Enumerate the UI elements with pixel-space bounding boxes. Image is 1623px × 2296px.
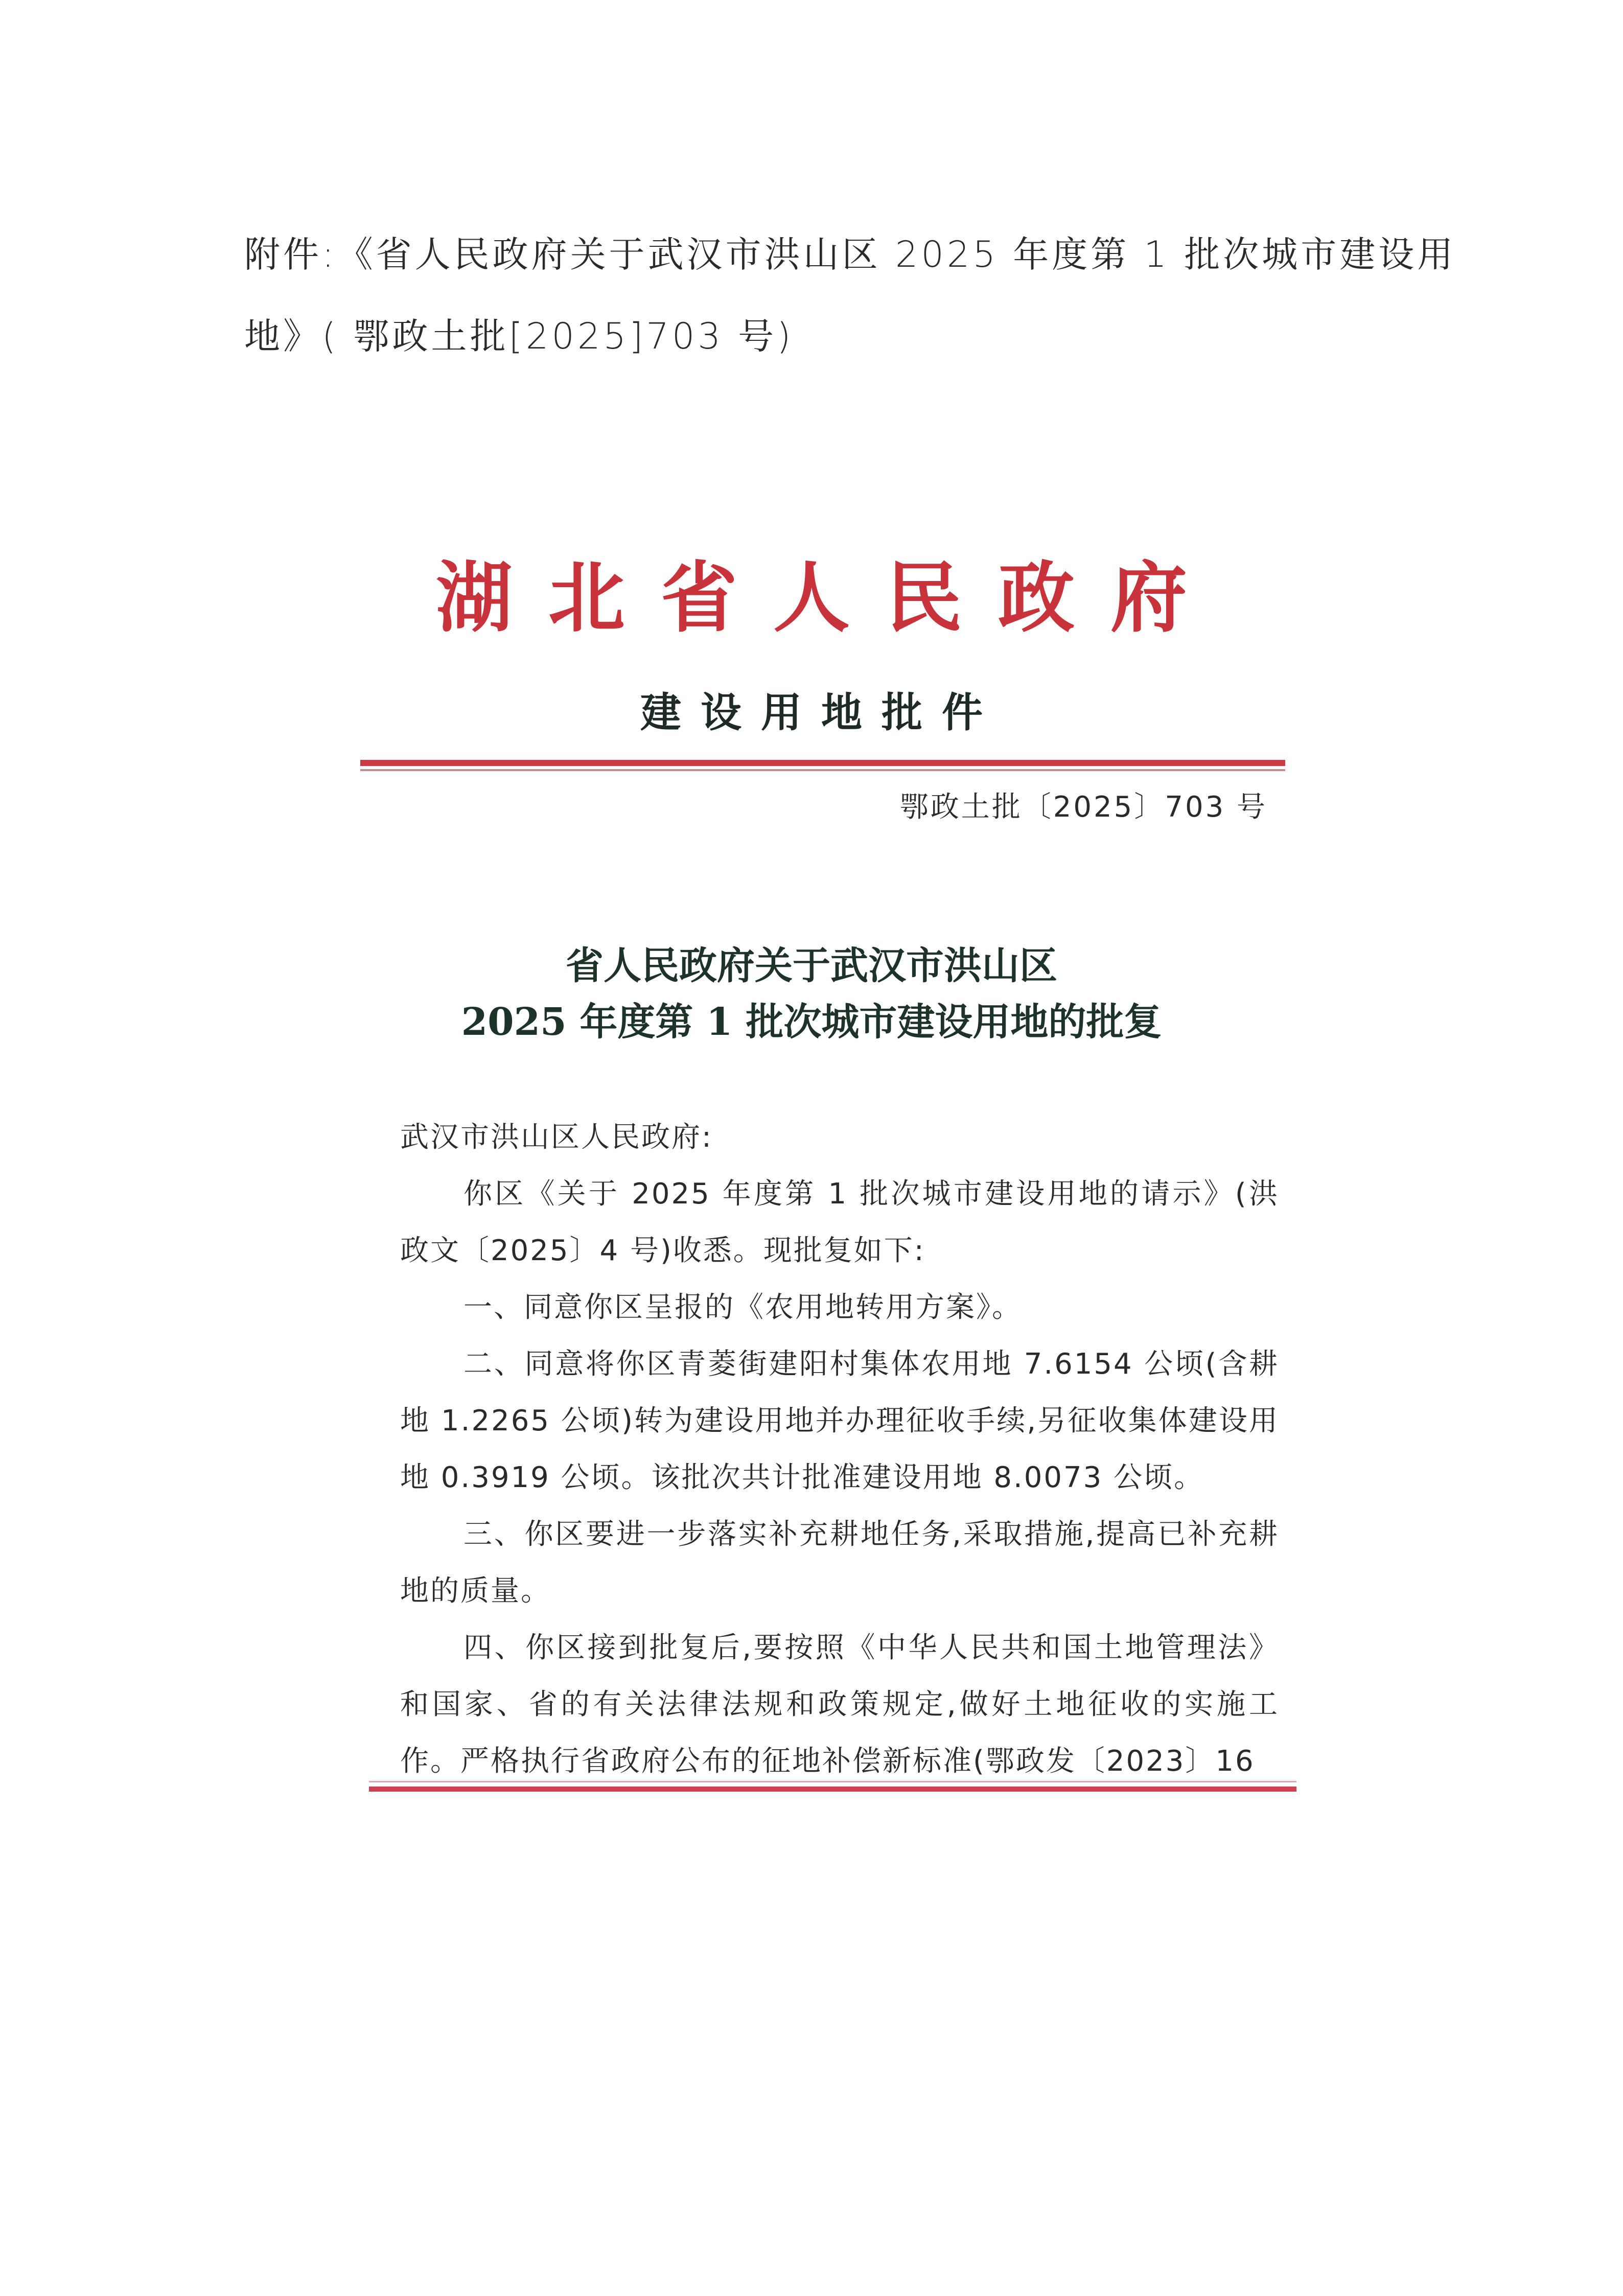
body-paragraph-3: 三、你区要进一步落实补充耕地任务,采取措施,提高已补充耕地的质量。 (400, 1518, 1279, 1608)
attachment-line-1: 附件:《省人民政府关于武汉市洪山区 2025 年度第 1 批次城市建设用 (244, 234, 1456, 275)
footer-red-rule-thick (369, 1787, 1296, 1792)
body-paragraph-1: 一、同意你区呈报的《农用地转用方案》。 (463, 1291, 1022, 1324)
document-number: 鄂政土批〔2025〕703 号 (899, 791, 1267, 824)
reply-title (0, 938, 1623, 1050)
header-red-rule-thin (360, 769, 1285, 771)
document-type-heading: 建设用地批件 (640, 689, 1002, 736)
reply-title-line-1: 省人民政府关于武汉市洪山区 (566, 944, 1057, 988)
body-paragraph-intro: 你区《关于 2025 年度第 1 批次城市建设用地的请示》(洪政文〔2025〕4 号)收悉。现批复如下: (400, 1177, 1279, 1267)
footer-red-rule-thin (369, 1781, 1296, 1782)
header-red-rule-thick (360, 760, 1285, 766)
attachment-line-2: 地》( 鄂政土批[2025]703 号) (244, 315, 794, 357)
reply-title-line-2: 2025 年度第 1 批次城市建设用地的批复 (461, 1000, 1162, 1044)
body-paragraph-4: 四、你区接到批复后,要按照《中华人民共和国土地管理法》和国家、省的有关法律法规和政策规定,做好土地征收的实施工作。严格执行省政府公布的征地补偿新标准(鄂政发〔2023〕16 (400, 1631, 1279, 1778)
document-body (400, 1109, 1279, 1790)
body-paragraph-2: 二、同意将你区青菱街建阳村集体农用地 7.6154 公顷(含耕地 1.2265 公顷)转为建设用地并办理征收手续,另征收集体建设用地 0.3919 公顷。该批次共计批准建设用地 8.0073 公顷。 (400, 1348, 1279, 1494)
addressee: 武汉市洪山区人民政府: (400, 1121, 713, 1154)
attachment-caption (244, 214, 1456, 377)
issuer-heading: 湖北省人民政府 (435, 553, 1223, 643)
